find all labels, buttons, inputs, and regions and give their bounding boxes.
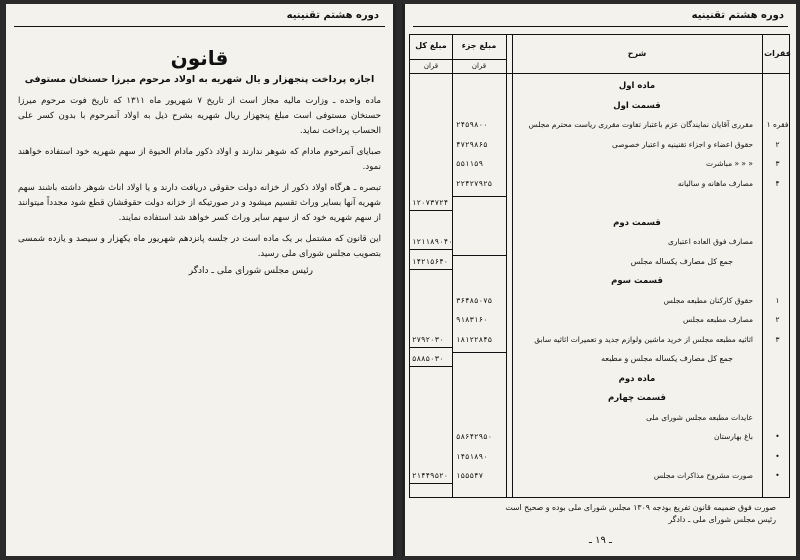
row-item-number: ۲	[775, 139, 780, 149]
law-subtitle: اجازه پرداخت پنجهزار و یال شهریه به اولاد مرحوم میرزا حسنخان مستوفی	[24, 74, 375, 85]
row-item-number: •	[775, 451, 780, 461]
row-total-amount: ۱۲۰۷۳۷۲۴	[412, 198, 449, 207]
partial-underline	[452, 352, 506, 353]
law-paragraph: این قانون که مشتمل بر یک ماده است در جلسه پانزدهم شهریور ماه یکهزار و سیصد و یازده شمسی بتصویب مجلس شورای ملی رسید.	[18, 234, 381, 259]
row-description: مصارف فوق العاده اعتباری	[667, 237, 753, 246]
total-underline	[410, 210, 452, 211]
row-item-number: •	[775, 471, 780, 480]
row-partial-amount: ۱۸۱۲۲۸۴۵	[456, 334, 493, 344]
header-rule	[14, 26, 385, 27]
col-header-partial: مبلغ جزء	[461, 41, 497, 50]
col-header-description: شرح	[627, 49, 647, 58]
row-item-number: فقره ۱	[766, 120, 789, 129]
row-partial-amount: ۲۲۴۲۷۹۲۵	[456, 178, 493, 188]
row-description: قسمت دوم	[613, 217, 661, 228]
header-rule	[413, 26, 788, 27]
row-description: « « « مباشرت	[706, 159, 753, 168]
row-item-number: •	[775, 432, 780, 441]
total-underline	[410, 366, 452, 367]
row-total-amount: ۱۲۱۱۸۹۰۴۰	[412, 237, 453, 246]
row-total-amount: ۲۱۴۴۹۵۲۰	[412, 471, 449, 480]
row-partial-amount: ۲۴۵۹۸۰۰	[456, 120, 488, 129]
row-description: قسمت اول	[613, 100, 661, 111]
total-underline	[410, 269, 452, 270]
left-page-header: دوره هشتم تقنینیه	[286, 10, 379, 21]
row-description: عایدات مطبعه مجلس شورای ملی	[646, 412, 753, 422]
column-divider	[762, 35, 763, 497]
column-divider	[506, 35, 507, 497]
row-partial-amount: ۱۴۵۱۸۹۰	[456, 451, 488, 461]
footnote	[476, 502, 776, 526]
row-description: قسمت سوم	[611, 276, 663, 286]
row-description: صورت مشروح مذاکرات مجلس	[653, 471, 753, 480]
row-total-amount: ۲۷۹۲۰۳۰	[412, 334, 444, 344]
footnote-line: صورت فوق ضمیمه قانون تفریغ بودجه ۱۳۰۹ مجلس شورای ملی بوده و صحیح است	[505, 503, 776, 512]
total-underline	[410, 347, 452, 348]
header-divider	[410, 73, 789, 74]
row-partial-amount: ۱۵۵۵۴۷	[456, 471, 484, 480]
row-item-number: ۳	[775, 159, 780, 168]
row-description: ماده اول	[618, 81, 656, 91]
row-description: قسمت چهارم	[608, 393, 666, 403]
row-partial-amount: ۵۸۶۴۲۹۵۰	[456, 432, 493, 441]
row-description: مصارف ماهانه و سالیانه	[677, 178, 753, 188]
row-description: حقوق اعضاء و اجزاء تقنینیه و اعتبار خصوصی	[612, 139, 753, 149]
row-partial-amount: ۹۱۸۳۱۶۰	[456, 315, 488, 324]
row-item-number: ۱	[775, 295, 780, 305]
law-signature: رئیس مجلس شورای ملی ـ دادگر	[188, 266, 313, 276]
row-description: اثاثیه مطبعه مجلس از خرید ماشین ولوازم جدید و تعمیرات اثاثیه سابق	[534, 334, 753, 344]
law-title: قانون	[170, 46, 229, 70]
row-description: ماده دوم	[618, 373, 656, 384]
law-paragraph: تبصره ـ هرگاه اولاد ذکور از خزانه دولت حقوقی دریافت دارند و یا اولاد اناث شوهر داشته باشند سهم شهریه آنها بسایر وراث تقسیم میشود و در صورتیکه از خزانه دولت حقوقشان قطع شود مجدداً میتوانند از سهم شهریه خود که از سهم سایر وراث کسر خواهد شد استفاده نمایند.	[18, 183, 381, 223]
row-partial-amount: ۳۶۴۸۵۰۷۵	[456, 295, 493, 305]
row-item-number: ۲	[775, 315, 780, 324]
right-page	[402, 4, 796, 556]
row-item-number: ۳	[775, 334, 780, 344]
partial-underline	[452, 255, 506, 256]
col-unit-partial: قران	[471, 62, 487, 70]
page-number: ـ ۱۹ ـ	[589, 535, 612, 546]
row-description: مصارف مطبعه مجلس	[683, 315, 753, 324]
footnote-signature: رئیس مجلس شورای ملی ـ دادگر	[668, 515, 776, 524]
row-total-amount: ۱۴۲۱۵۶۴۰	[412, 256, 449, 266]
partial-underline	[452, 196, 506, 197]
row-description: جمع کل مصارف یکساله مجلس	[630, 256, 733, 266]
col-header-total: مبلغ کل	[415, 41, 447, 50]
row-description: جمع کل مصارف یکساله مجلس و مطبعه	[601, 354, 733, 363]
row-description: حقوق کارکنان مطبعه مجلس	[663, 295, 753, 305]
law-paragraph: ماده واحده ـ وزارت مالیه مجاز است از تاریخ ۷ شهریور ماه ۱۳۱۱ که تاریخ فوت مرحوم میرزا حسنخان مستوفی است مبلغ پنجهزار ریال شهریه بشرح ذیل به اولاد آنمرحوم با بدون کسر علی الحساب پرداخت نماید.	[18, 96, 381, 136]
left-page	[6, 4, 396, 556]
row-description: مقرری آقایان نمایندگان عزم باعتبار تفاوت مقرری ریاست محترم مجلس	[528, 120, 753, 129]
right-page-header: دوره هشتم تقنینیه	[691, 10, 784, 21]
total-underline	[410, 249, 452, 250]
budget-table	[409, 34, 790, 498]
row-description: باغ بهارستان	[713, 432, 753, 441]
row-total-amount: ۵۸۸۵۰۳۰	[412, 354, 444, 363]
row-partial-amount: ۵۵۱۱۵۹	[456, 159, 484, 168]
col-unit-total: قران	[423, 62, 439, 70]
row-item-number: ۴	[775, 178, 780, 188]
law-paragraph: صبایای آنمرحوم مادام که شوهر ندارند و اولاد ذکور مادام الحیوة از سهم شهریه خود استفاده خواهند نمود.	[18, 147, 381, 172]
total-underline	[410, 483, 452, 484]
col-header-item: فقرات	[764, 49, 791, 58]
law-body	[18, 94, 381, 268]
row-partial-amount: ۴۷۲۹۸۶۵	[456, 139, 488, 149]
header-subdivider	[410, 59, 507, 60]
column-divider	[452, 35, 453, 497]
